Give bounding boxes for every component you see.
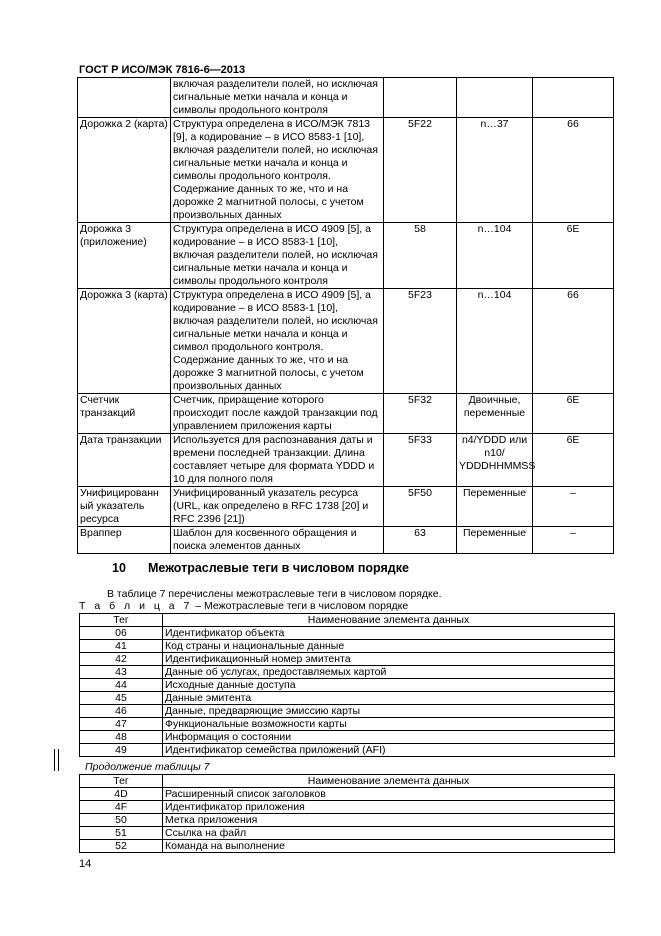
cell-format: Переменные: [457, 527, 533, 554]
table-header-row: [80, 614, 615, 627]
cell-description: Структура определена в ИСО 4909 [5], а кодирование – в ИСО 8583-1 [10], включая разделители полей, но исключая сигнальные метки начала и конца и символы продольного контроля: [171, 223, 384, 289]
cell-element-name: Данные об услугах, предоставляемых картой: [163, 666, 615, 679]
table-row: [80, 814, 615, 827]
cell-element-name: Информация о состоянии: [163, 731, 615, 744]
cell-tag: 43: [80, 666, 163, 679]
cell-element-name: Идентификационный номер эмитента: [163, 653, 615, 666]
table-row: [80, 627, 615, 640]
tags-table-continued: [79, 774, 615, 853]
change-bar: [54, 749, 59, 771]
cell-description: Унифицированный указатель ресурса (URL, как определено в RFC 1738 [20] и RFC 2396 [21]): [171, 487, 384, 527]
cell-element-name: Ссылка на файл: [163, 827, 615, 840]
cell-tag: 58: [384, 223, 457, 289]
cell-format: n…104: [457, 223, 533, 289]
cell-format: n4/YDDD или n10/ YDDDHHMMSS: [457, 434, 533, 487]
cell-element-name: Счетчик транзакций: [78, 394, 171, 434]
cell-element-name: Враппер: [78, 527, 171, 554]
cell-tag: 42: [80, 653, 163, 666]
table-row: [78, 223, 614, 289]
cell-tag: 47: [80, 718, 163, 731]
cell-description: Структура определена в ИСО 4909 [5], а кодирование – в ИСО 8583-1 [10], включая разделители полей, но исключая сигнальные метки начала и конца и символ продольного контроля. Содержание данных то же, что и на дорожке 3 магнитной полосы, с учетом произвольных данных: [171, 289, 384, 394]
table-row: [80, 788, 615, 801]
header-tag: Тег: [80, 775, 163, 788]
cell-tag: 4F: [80, 801, 163, 814]
cell-element-name: Код страны и национальные данные: [163, 640, 615, 653]
cell-tag: [384, 78, 457, 118]
cell-template: 6E: [533, 394, 614, 434]
cell-tag: 51: [80, 827, 163, 840]
cell-template: 66: [533, 289, 614, 394]
page-number: 14: [79, 858, 92, 870]
cell-tag: 52: [80, 840, 163, 853]
cell-tag: 45: [80, 692, 163, 705]
cell-element-name: Метка приложения: [163, 814, 615, 827]
cell-description: включая разделители полей, но исключая сигнальные метки начала и конца и символы продольного контроля: [171, 78, 384, 118]
cell-element-name: Дорожка 2 (карта): [78, 118, 171, 223]
cell-element-name: Данные эмитента: [163, 692, 615, 705]
table-row: [80, 840, 615, 853]
table-row: [78, 289, 614, 394]
cell-template: 6E: [533, 434, 614, 487]
cell-tag: 41: [80, 640, 163, 653]
data-elements-table: [77, 77, 614, 554]
table-row: [80, 801, 615, 814]
cell-tag: 48: [80, 731, 163, 744]
table-row: [78, 78, 614, 118]
table-row: [80, 718, 615, 731]
table-row: [80, 692, 615, 705]
document-header: ГОСТ Р ИСО/МЭК 7816-6—2013: [79, 64, 246, 76]
tags-table: [79, 613, 615, 757]
cell-template: 66: [533, 118, 614, 223]
cell-element-name: Дата транзакции: [78, 434, 171, 487]
table-row: [78, 527, 614, 554]
cell-format: Двоичные, переменные: [457, 394, 533, 434]
table-row: [80, 666, 615, 679]
cell-element-name: Дорожка 3 (приложение): [78, 223, 171, 289]
cell-tag: 44: [80, 679, 163, 692]
cell-element-name: Команда на выполнение: [163, 840, 615, 853]
cell-description: Структура определена в ИСО/МЭК 7813 [9], а кодирование – в ИСО 8583-1 [10], включая разделители полей, но исключая сигнальные метки начала и конца и символы продольного контроля. Содержание данных то же, что и на дорожке 2 магнитной полосы, с учетом произвольных данных: [171, 118, 384, 223]
table-row: [78, 434, 614, 487]
caption-text: – Межотраслевые теги в числовом порядке: [192, 600, 409, 612]
header-tag: Тег: [80, 614, 163, 627]
cell-description: Шаблон для косвенного обращения и поиска элементов данных: [171, 527, 384, 554]
cell-format: [457, 78, 533, 118]
table-row: [78, 394, 614, 434]
cell-template: –: [533, 527, 614, 554]
cell-template: –: [533, 487, 614, 527]
table-row: [80, 744, 615, 757]
caption-prefix: Т а б л и ц а 7: [79, 600, 193, 612]
cell-element-name: Дорожка 3 (карта): [78, 289, 171, 394]
cell-element-name: Данные, предваряющие эмиссию карты: [163, 705, 615, 718]
section-number: 10: [112, 561, 126, 575]
table-row: [80, 640, 615, 653]
cell-tag: 5F32: [384, 394, 457, 434]
cell-element-name: Исходные данные доступа: [163, 679, 615, 692]
cell-template: [533, 78, 614, 118]
cell-element-name: Функциональные возможности карты: [163, 718, 615, 731]
table-caption: [79, 600, 408, 612]
cell-element-name: Идентификатор семейства приложений (AFI): [163, 744, 615, 757]
cell-element-name: Идентификатор объекта: [163, 627, 615, 640]
table-header-row: [80, 775, 615, 788]
cell-format: n…104: [457, 289, 533, 394]
table-row: [80, 679, 615, 692]
table-row: [80, 653, 615, 666]
cell-element-name: Расширенный список заголовков: [163, 788, 615, 801]
table-row: [78, 487, 614, 527]
cell-format: Переменные: [457, 487, 533, 527]
cell-tag: 63: [384, 527, 457, 554]
cell-tag: 4D: [80, 788, 163, 801]
intro-paragraph: В таблице 7 перечислены межотраслевые теги в числовом порядке.: [107, 588, 442, 600]
cell-tag: 5F22: [384, 118, 457, 223]
cell-element-name: Идентификатор приложения: [163, 801, 615, 814]
cell-description: Счетчик, приращение которого происходит после каждой транзакции под управлением приложения карты: [171, 394, 384, 434]
cell-tag: 5F23: [384, 289, 457, 394]
header-name: Наименование элемента данных: [163, 614, 615, 627]
cell-description: Используется для распознавания даты и времени последней транзакции. Длина составляет четыре для формата YDDD и 10 для полного поля: [171, 434, 384, 487]
table-row: [80, 705, 615, 718]
cell-tag: 50: [80, 814, 163, 827]
cell-tag: 5F33: [384, 434, 457, 487]
cell-template: 6E: [533, 223, 614, 289]
table-row: [80, 827, 615, 840]
cell-tag: 06: [80, 627, 163, 640]
section-heading: [112, 561, 409, 575]
cell-tag: 49: [80, 744, 163, 757]
table-row: [78, 118, 614, 223]
cell-element-name: Унифицированн ый указатель ресурса: [78, 487, 171, 527]
cell-tag: 5F50: [384, 487, 457, 527]
section-title: Межотраслевые теги в числовом порядке: [148, 561, 409, 575]
cell-tag: 46: [80, 705, 163, 718]
header-name: Наименование элемента данных: [163, 775, 615, 788]
cell-element-name: [78, 78, 171, 118]
continuation-label: Продолжение таблицы 7: [85, 761, 210, 773]
cell-format: n…37: [457, 118, 533, 223]
table-row: [80, 731, 615, 744]
